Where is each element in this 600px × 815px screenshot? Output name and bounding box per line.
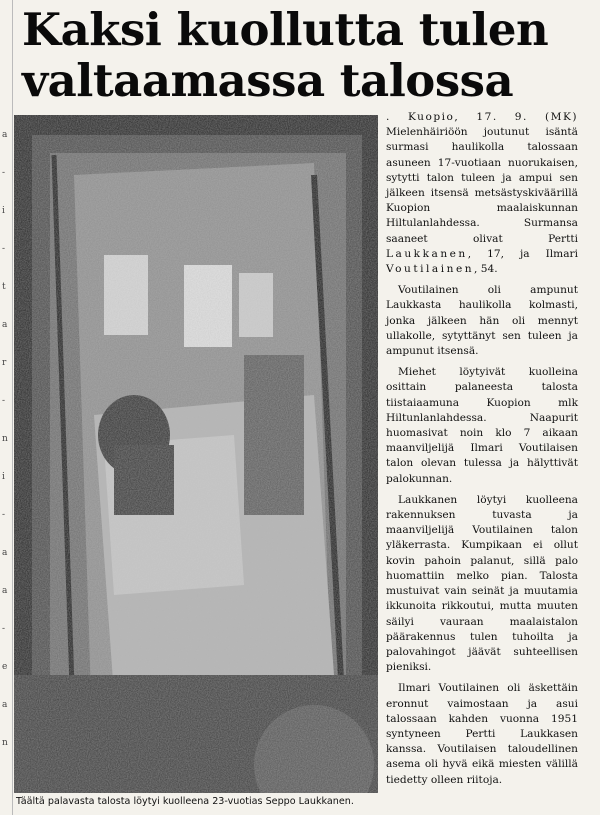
burned-room-photo: [14, 115, 378, 793]
gutter-fragment: a: [2, 700, 8, 710]
gutter-fragment: e: [2, 662, 8, 672]
headline: [22, 4, 592, 106]
gutter-fragment: n: [2, 434, 8, 444]
gutter-fragment: -: [2, 168, 6, 178]
headline-line-2: valtaamassa talossa: [22, 54, 514, 107]
gutter-fragment: i: [2, 472, 5, 482]
gutter-fragment: a: [2, 548, 8, 558]
news-photo: [14, 115, 378, 793]
person-name: Laukkanen: [386, 247, 468, 260]
article-paragraph-4: Laukkanen löytyi kuolleena rakennuksen tuvasta ja maanviljelijä Voutilainen talon yläkerrasta. Kumpikaan ei ollut kovin pahoin palanut, sillä palo huomattiin melko pian. Talosta mustuivat vain seinät ja muutamia ikkunoita rikkoutui, mutta muuten säilyi vauraan maalaistalon päärakennus tulen tuhoilta ja palovahingot jäävät suhteellisen pieniksi.: [386, 493, 578, 674]
left-column-edge: [0, 0, 13, 815]
gutter-fragment: n: [2, 738, 8, 748]
gutter-fragment: -: [2, 510, 6, 520]
article-paragraph-5: Ilmari Voutilainen oli äskettäin eronnut vaimostaan ja asui talossaan kahden vuonna 1951 syntyneen Pertti Laukkasen kanssa. Voutilaisen taloudellinen asema oli hyvä eikä miesten välillä tiedetty olleen riitoja.: [386, 682, 578, 786]
gutter-fragment: -: [2, 244, 6, 254]
gutter-fragment: a: [2, 586, 8, 596]
article-body: [386, 110, 578, 794]
gutter-fragment: t: [2, 282, 6, 292]
gutter-fragment: a: [2, 130, 8, 140]
gutter-fragment: -: [2, 396, 6, 406]
gutter-fragment: r: [2, 358, 7, 368]
gutter-fragment: -: [2, 624, 6, 634]
headline-line-1: Kaksi kuollutta tulen: [22, 3, 549, 56]
article-paragraph-1: . Kuopio, 17. 9. (MK) Mielenhäiriöön joutunut isäntä surmasi haulikolla talossaan asuneen 17-vuotiaan nuorukaisen, sytytti talon tuleen ja ampui sen jälkeen itsensä metsästyskiväärillä Kuopion maalaiskunnan Hiltulanlahdessa. Surmansa saaneet olivat Pertti Laukkanen, 17, ja Ilmari Voutilainen, 54.: [386, 111, 578, 276]
person-name: Voutilainen: [386, 263, 475, 276]
article-paragraph-2: Voutilainen oli ampunut Laukkasta haulikolla kolmasti, jonka jälkeen hän oli mennyt ullakolle, sytyttänyt sen tuleen ja ampunut itsensä.: [386, 284, 578, 358]
photo-caption: Täältä palavasta talosta löytyi kuolleena 23-vuotias Seppo Laukkanen.: [16, 796, 354, 807]
gutter-fragment: a: [2, 320, 8, 330]
article-paragraph-3: Miehet löytyivät kuolleina osittain palaneesta talosta tiistaiaamuna Kuopion mlk Hiltunlanlahdessa. Naapurit huomasivat noin klo 7 aikaan maanviljelijä Ilmari Voutilaisen talon olevan tulessa ja hälyttivät palokunnan.: [386, 366, 578, 485]
dateline: . Kuopio, 17. 9. (MK): [386, 111, 578, 123]
gutter-fragment: i: [2, 206, 5, 216]
